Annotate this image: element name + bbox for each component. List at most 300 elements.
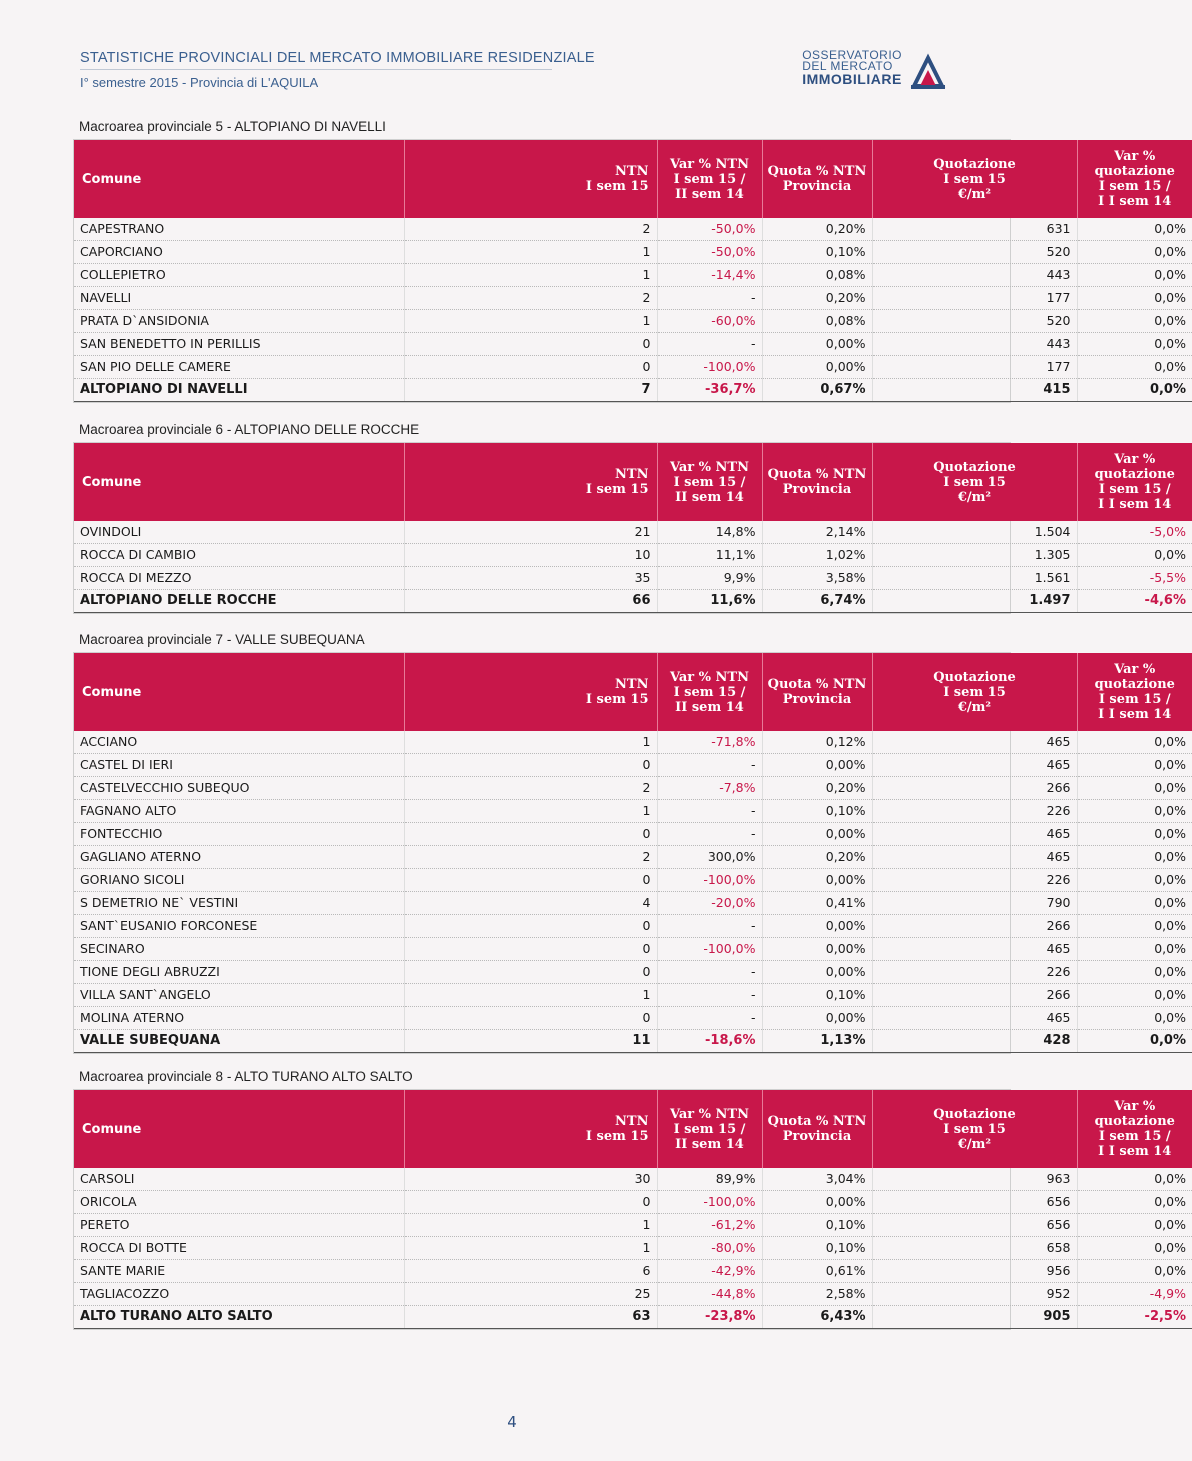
table-row — [74, 356, 1192, 379]
cell-ntn: 0 — [404, 869, 657, 892]
cell-quotazione: 465 — [872, 731, 1077, 754]
header-line: quotazione — [1094, 677, 1175, 692]
col-quota-ntn-header — [762, 653, 872, 731]
page-header — [80, 50, 950, 95]
cell-var-ntn: 9,9% — [657, 567, 762, 590]
cell-comune: PERETO — [74, 1214, 404, 1237]
cell-comune: GAGLIANO ATERNO — [74, 846, 404, 869]
cell-var-quotazione: 0,0% — [1077, 731, 1192, 754]
cell-comune: ROCCA DI MEZZO — [74, 567, 404, 590]
table-row — [74, 823, 1192, 846]
cell-var-quotazione: 0,0% — [1077, 800, 1192, 823]
cell-quota-ntn: 0,00% — [762, 1191, 872, 1214]
cell-comune: ALTO TURANO ALTO SALTO — [74, 1306, 404, 1329]
cell-quota-ntn: 3,58% — [762, 567, 872, 590]
header-line: quotazione — [1094, 1114, 1175, 1129]
header-line: NTN — [615, 164, 649, 179]
macroarea-table — [74, 653, 1192, 1053]
cell-var-ntn: -100,0% — [657, 1191, 762, 1214]
cell-comune: ROCCA DI BOTTE — [74, 1237, 404, 1260]
header-line: Var % — [1114, 149, 1156, 164]
header-line: NTN — [615, 467, 649, 482]
cell-var-quotazione: 0,0% — [1077, 938, 1192, 961]
table-row — [74, 754, 1192, 777]
header-line: €/m² — [957, 186, 992, 202]
cell-var-ntn: -50,0% — [657, 218, 762, 241]
col-quota-ntn-header — [762, 443, 872, 521]
col-var-quotazione-header — [1077, 1090, 1192, 1168]
header-line: Var % — [1114, 452, 1156, 467]
cell-comune: NAVELLI — [74, 287, 404, 310]
cell-var-quotazione: 0,0% — [1077, 544, 1192, 567]
section-title: Macroarea provinciale 7 - VALLE SUBEQUANA — [79, 632, 365, 647]
cell-comune: CASTELVECCHIO SUBEQUO — [74, 777, 404, 800]
cell-var-quotazione: -5,5% — [1077, 567, 1192, 590]
cell-var-quotazione: 0,0% — [1077, 1030, 1192, 1053]
col-quotazione-header — [872, 1090, 1077, 1168]
header-line: Var % — [1114, 662, 1156, 677]
cell-quotazione: 415 — [872, 379, 1077, 402]
logo-line-2: DEL MERCATO — [802, 59, 893, 73]
cell-quota-ntn: 0,00% — [762, 754, 872, 777]
table-row — [74, 777, 1192, 800]
cell-quota-ntn: 0,61% — [762, 1260, 872, 1283]
header-line: I sem 15 — [943, 171, 1006, 187]
cell-comune: ACCIANO — [74, 731, 404, 754]
cell-ntn: 66 — [404, 590, 657, 613]
cell-quota-ntn: 0,00% — [762, 938, 872, 961]
header-line: I sem 15 — [943, 474, 1006, 490]
cell-var-quotazione: -2,5% — [1077, 1306, 1192, 1329]
house-logo-icon — [908, 52, 948, 92]
header-line: NTN — [615, 1114, 649, 1129]
col-comune-header — [74, 140, 404, 218]
cell-var-ntn: - — [657, 333, 762, 356]
col-ntn-header — [404, 443, 657, 521]
table-header-row — [74, 1090, 1192, 1168]
cell-var-quotazione: 0,0% — [1077, 869, 1192, 892]
cell-var-ntn: - — [657, 754, 762, 777]
header-line: II sem 14 — [675, 186, 744, 202]
cell-quotazione: 520 — [872, 241, 1077, 264]
table-body — [74, 218, 1192, 402]
cell-var-ntn: 11,6% — [657, 590, 762, 613]
cell-ntn: 1 — [404, 1237, 657, 1260]
cell-quota-ntn: 3,04% — [762, 1168, 872, 1191]
cell-ntn: 2 — [404, 846, 657, 869]
cell-comune: VILLA SANT`ANGELO — [74, 984, 404, 1007]
cell-quotazione: 465 — [872, 823, 1077, 846]
cell-ntn: 1 — [404, 800, 657, 823]
cell-comune: COLLEPIETRO — [74, 264, 404, 287]
cell-var-ntn: -20,0% — [657, 892, 762, 915]
table-row — [74, 869, 1192, 892]
table-row — [74, 892, 1192, 915]
cell-comune: SANTE MARIE — [74, 1260, 404, 1283]
cell-var-ntn: -7,8% — [657, 777, 762, 800]
cell-var-quotazione: 0,0% — [1077, 379, 1192, 402]
cell-quota-ntn: 0,10% — [762, 241, 872, 264]
cell-quota-ntn: 0,67% — [762, 379, 872, 402]
cell-quota-ntn: 6,74% — [762, 590, 872, 613]
cell-var-ntn: - — [657, 984, 762, 1007]
section-title: Macroarea provinciale 5 - ALTOPIANO DI NAVELLI — [79, 119, 386, 134]
cell-quotazione: 226 — [872, 961, 1077, 984]
cell-quota-ntn: 0,00% — [762, 333, 872, 356]
col-ntn-header — [404, 1090, 657, 1168]
cell-var-quotazione: 0,0% — [1077, 264, 1192, 287]
header-line: Comune — [82, 474, 142, 490]
cell-quota-ntn: 1,13% — [762, 1030, 872, 1053]
cell-var-ntn: -44,8% — [657, 1283, 762, 1306]
cell-comune: VALLE SUBEQUANA — [74, 1030, 404, 1053]
cell-comune: SAN PIO DELLE CAMERE — [74, 356, 404, 379]
cell-comune: ALTOPIANO DELLE ROCCHE — [74, 590, 404, 613]
col-quota-ntn-header — [762, 140, 872, 218]
cell-quotazione: 656 — [872, 1214, 1077, 1237]
cell-var-ntn: -80,0% — [657, 1237, 762, 1260]
header-line: Provincia — [782, 482, 852, 497]
table-row — [74, 218, 1192, 241]
header-line: Var % NTN — [669, 156, 749, 172]
header-line: €/m² — [957, 1136, 992, 1152]
table-row — [74, 938, 1192, 961]
header-line: I sem 15 / — [673, 1121, 746, 1137]
document-subtitle: I° semestre 2015 - Provincia di L'AQUILA — [80, 75, 319, 90]
col-var-ntn-header — [657, 1090, 762, 1168]
cell-ntn: 1 — [404, 264, 657, 287]
header-line: Var % — [1114, 1099, 1156, 1114]
col-var-quotazione-header — [1077, 140, 1192, 218]
header-line: I sem 15 — [585, 692, 649, 707]
cell-quota-ntn: 1,02% — [762, 544, 872, 567]
cell-ntn: 1 — [404, 984, 657, 1007]
cell-quota-ntn: 0,12% — [762, 731, 872, 754]
cell-comune: SECINARO — [74, 938, 404, 961]
cell-quotazione: 266 — [872, 915, 1077, 938]
table-body — [74, 521, 1192, 613]
cell-var-ntn: -18,6% — [657, 1030, 762, 1053]
cell-ntn: 0 — [404, 823, 657, 846]
cell-ntn: 0 — [404, 915, 657, 938]
title-rule — [80, 69, 552, 70]
cell-quota-ntn: 6,43% — [762, 1306, 872, 1329]
cell-quota-ntn: 0,00% — [762, 869, 872, 892]
cell-var-ntn: -50,0% — [657, 241, 762, 264]
table-row — [74, 310, 1192, 333]
header-line: Comune — [82, 1121, 142, 1137]
cell-quotazione: 266 — [872, 984, 1077, 1007]
table-row — [74, 800, 1192, 823]
cell-var-quotazione: 0,0% — [1077, 356, 1192, 379]
cell-var-quotazione: 0,0% — [1077, 1237, 1192, 1260]
header-line: I sem 15 — [943, 1121, 1006, 1137]
col-ntn-header — [404, 140, 657, 218]
cell-comune: CAPORCIANO — [74, 241, 404, 264]
cell-var-ntn: 300,0% — [657, 846, 762, 869]
table-row — [74, 1191, 1192, 1214]
cell-var-quotazione: 0,0% — [1077, 241, 1192, 264]
cell-ntn: 30 — [404, 1168, 657, 1191]
header-line: Quota % NTN — [767, 677, 867, 692]
cell-var-ntn: -36,7% — [657, 379, 762, 402]
table-row — [74, 333, 1192, 356]
cell-quotazione: 465 — [872, 1007, 1077, 1030]
table-row — [74, 521, 1192, 544]
col-quotazione-header — [872, 653, 1077, 731]
cell-ntn: 2 — [404, 218, 657, 241]
header-line: Quotazione — [933, 156, 1016, 172]
cell-ntn: 0 — [404, 356, 657, 379]
header-line: Provincia — [782, 179, 852, 194]
cell-quotazione: 905 — [872, 1306, 1077, 1329]
data-table-wrap — [73, 139, 1186, 403]
cell-comune: SAN BENEDETTO IN PERILLIS — [74, 333, 404, 356]
cell-quota-ntn: 0,10% — [762, 1237, 872, 1260]
cell-quotazione: 956 — [872, 1260, 1077, 1283]
cell-quota-ntn: 2,58% — [762, 1283, 872, 1306]
cell-quota-ntn: 0,00% — [762, 961, 872, 984]
cell-ntn: 0 — [404, 1007, 657, 1030]
cell-quotazione: 465 — [872, 938, 1077, 961]
table-row — [74, 915, 1192, 938]
cell-comune: SANT`EUSANIO FORCONESE — [74, 915, 404, 938]
cell-comune: ROCCA DI CAMBIO — [74, 544, 404, 567]
cell-ntn: 25 — [404, 1283, 657, 1306]
cell-var-ntn: - — [657, 287, 762, 310]
header-line: I sem 15 — [585, 482, 649, 497]
data-table-wrap — [73, 652, 1186, 1054]
table-header-row — [74, 443, 1192, 521]
header-line: Quota % NTN — [767, 164, 867, 179]
cell-quotazione: 631 — [872, 218, 1077, 241]
header-line: I sem 15 / — [673, 171, 746, 187]
cell-comune: CAPESTRANO — [74, 218, 404, 241]
cell-ntn: 2 — [404, 777, 657, 800]
cell-var-ntn: - — [657, 800, 762, 823]
cell-var-ntn: - — [657, 823, 762, 846]
cell-ntn: 1 — [404, 241, 657, 264]
cell-var-quotazione: 0,0% — [1077, 1260, 1192, 1283]
cell-ntn: 2 — [404, 287, 657, 310]
header-line: II sem 14 — [675, 699, 744, 715]
col-ntn-header — [404, 653, 657, 731]
cell-var-ntn: -42,9% — [657, 1260, 762, 1283]
cell-var-quotazione: -5,0% — [1077, 521, 1192, 544]
table-row — [74, 961, 1192, 984]
cell-var-ntn: - — [657, 1007, 762, 1030]
cell-quotazione: 465 — [872, 846, 1077, 869]
cell-quotazione: 520 — [872, 310, 1077, 333]
header-line: Quotazione — [933, 459, 1016, 475]
cell-quota-ntn: 0,20% — [762, 218, 872, 241]
macroarea-table — [74, 140, 1192, 402]
table-row — [74, 1007, 1192, 1030]
cell-quota-ntn: 0,41% — [762, 892, 872, 915]
macroarea-section-7 — [73, 630, 1186, 1054]
cell-var-quotazione: 0,0% — [1077, 218, 1192, 241]
table-header-row — [74, 140, 1192, 218]
cell-comune: MOLINA ATERNO — [74, 1007, 404, 1030]
table-body — [74, 1168, 1192, 1329]
macroarea-section-6 — [73, 420, 1186, 614]
cell-var-quotazione: 0,0% — [1077, 892, 1192, 915]
cell-var-quotazione: 0,0% — [1077, 287, 1192, 310]
col-quotazione-header — [872, 443, 1077, 521]
col-var-ntn-header — [657, 443, 762, 521]
cell-var-ntn: - — [657, 961, 762, 984]
col-var-ntn-header — [657, 140, 762, 218]
header-line: quotazione — [1094, 164, 1175, 179]
macroarea-section-5 — [73, 117, 1186, 403]
cell-ntn: 63 — [404, 1306, 657, 1329]
cell-comune: GORIANO SICOLI — [74, 869, 404, 892]
cell-ntn: 35 — [404, 567, 657, 590]
cell-quota-ntn: 0,10% — [762, 984, 872, 1007]
header-line: Provincia — [782, 692, 852, 707]
header-line: Quotazione — [933, 669, 1016, 685]
cell-quotazione: 443 — [872, 264, 1077, 287]
cell-var-quotazione: 0,0% — [1077, 846, 1192, 869]
cell-ntn: 11 — [404, 1030, 657, 1053]
cell-var-ntn: -60,0% — [657, 310, 762, 333]
header-line: I sem 15 / — [1098, 1129, 1171, 1144]
cell-quota-ntn: 2,14% — [762, 521, 872, 544]
table-row — [74, 984, 1192, 1007]
col-quota-ntn-header — [762, 1090, 872, 1168]
cell-comune: S DEMETRIO NE` VESTINI — [74, 892, 404, 915]
table-row — [74, 846, 1192, 869]
cell-quota-ntn: 0,10% — [762, 1214, 872, 1237]
macroarea-table — [74, 443, 1192, 613]
col-comune-header — [74, 1090, 404, 1168]
header-line: NTN — [615, 677, 649, 692]
cell-ntn: 7 — [404, 379, 657, 402]
logo-line-3: IMMOBILIARE — [802, 71, 902, 87]
cell-quotazione: 226 — [872, 800, 1077, 823]
cell-var-ntn: -23,8% — [657, 1306, 762, 1329]
table-header-row — [74, 653, 1192, 731]
header-line: I I sem 14 — [1098, 497, 1172, 512]
cell-quotazione: 428 — [872, 1030, 1077, 1053]
section-title: Macroarea provinciale 8 - ALTO TURANO ALTO SALTO — [79, 1069, 413, 1084]
cell-quotazione: 790 — [872, 892, 1077, 915]
header-line: I sem 15 / — [1098, 179, 1171, 194]
header-line: I I sem 14 — [1098, 194, 1172, 209]
cell-quotazione: 963 — [872, 1168, 1077, 1191]
header-line: Quota % NTN — [767, 467, 867, 482]
cell-comune: CASTEL DI IERI — [74, 754, 404, 777]
cell-var-ntn: -61,2% — [657, 1214, 762, 1237]
cell-quotazione: 1.504 — [872, 521, 1077, 544]
cell-quotazione: 465 — [872, 754, 1077, 777]
cell-quota-ntn: 0,20% — [762, 846, 872, 869]
cell-quotazione: 177 — [872, 287, 1077, 310]
header-line: quotazione — [1094, 467, 1175, 482]
cell-var-ntn: -71,8% — [657, 731, 762, 754]
cell-var-ntn: -14,4% — [657, 264, 762, 287]
header-line: I sem 15 / — [673, 684, 746, 700]
table-row — [74, 1214, 1192, 1237]
cell-comune: ORICOLA — [74, 1191, 404, 1214]
header-line: Comune — [82, 684, 142, 700]
table-row — [74, 1237, 1192, 1260]
macroarea-section-8 — [73, 1067, 1186, 1330]
col-comune-header — [74, 653, 404, 731]
header-line: I I sem 14 — [1098, 707, 1172, 722]
cell-var-ntn: 11,1% — [657, 544, 762, 567]
cell-quota-ntn: 0,20% — [762, 287, 872, 310]
page-number: 4 — [507, 1413, 517, 1431]
table-total-row — [74, 1030, 1192, 1053]
cell-ntn: 21 — [404, 521, 657, 544]
table-row — [74, 731, 1192, 754]
cell-var-ntn: -100,0% — [657, 938, 762, 961]
cell-comune: TIONE DEGLI ABRUZZI — [74, 961, 404, 984]
logo-line-1: OSSERVATORIO — [802, 48, 902, 62]
section-title: Macroarea provinciale 6 - ALTOPIANO DELLE ROCCHE — [79, 422, 420, 437]
cell-var-ntn: 14,8% — [657, 521, 762, 544]
cell-ntn: 10 — [404, 544, 657, 567]
table-row — [74, 544, 1192, 567]
col-quotazione-header — [872, 140, 1077, 218]
cell-quotazione: 177 — [872, 356, 1077, 379]
cell-comune: TAGLIACOZZO — [74, 1283, 404, 1306]
col-var-ntn-header — [657, 653, 762, 731]
header-line: €/m² — [957, 489, 992, 505]
cell-ntn: 0 — [404, 938, 657, 961]
cell-ntn: 1 — [404, 731, 657, 754]
cell-var-quotazione: 0,0% — [1077, 823, 1192, 846]
table-row — [74, 1283, 1192, 1306]
cell-quota-ntn: 0,00% — [762, 1007, 872, 1030]
cell-var-quotazione: -4,6% — [1077, 590, 1192, 613]
header-line: Provincia — [782, 1129, 852, 1144]
cell-var-quotazione: 0,0% — [1077, 984, 1192, 1007]
data-table-wrap — [73, 442, 1186, 614]
logo-text — [802, 50, 902, 86]
header-line: Var % NTN — [669, 459, 749, 475]
cell-quotazione: 952 — [872, 1283, 1077, 1306]
cell-quota-ntn: 0,00% — [762, 823, 872, 846]
cell-var-quotazione: 0,0% — [1077, 1191, 1192, 1214]
cell-quotazione: 658 — [872, 1237, 1077, 1260]
cell-ntn: 0 — [404, 333, 657, 356]
cell-ntn: 1 — [404, 1214, 657, 1237]
header-line: Var % NTN — [669, 669, 749, 685]
cell-quotazione: 266 — [872, 777, 1077, 800]
cell-quota-ntn: 0,00% — [762, 356, 872, 379]
cell-var-quotazione: 0,0% — [1077, 1007, 1192, 1030]
cell-ntn: 4 — [404, 892, 657, 915]
cell-var-quotazione: 0,0% — [1077, 1168, 1192, 1191]
table-row — [74, 241, 1192, 264]
table-row — [74, 287, 1192, 310]
cell-var-quotazione: 0,0% — [1077, 310, 1192, 333]
cell-var-quotazione: 0,0% — [1077, 1214, 1192, 1237]
cell-comune: PRATA D`ANSIDONIA — [74, 310, 404, 333]
cell-var-quotazione: -4,9% — [1077, 1283, 1192, 1306]
cell-ntn: 0 — [404, 1191, 657, 1214]
table-total-row — [74, 1306, 1192, 1329]
cell-quota-ntn: 0,08% — [762, 310, 872, 333]
cell-var-ntn: -100,0% — [657, 869, 762, 892]
cell-quotazione: 1.305 — [872, 544, 1077, 567]
header-line: Comune — [82, 171, 142, 187]
cell-quotazione: 656 — [872, 1191, 1077, 1214]
cell-ntn: 6 — [404, 1260, 657, 1283]
cell-var-ntn: - — [657, 915, 762, 938]
